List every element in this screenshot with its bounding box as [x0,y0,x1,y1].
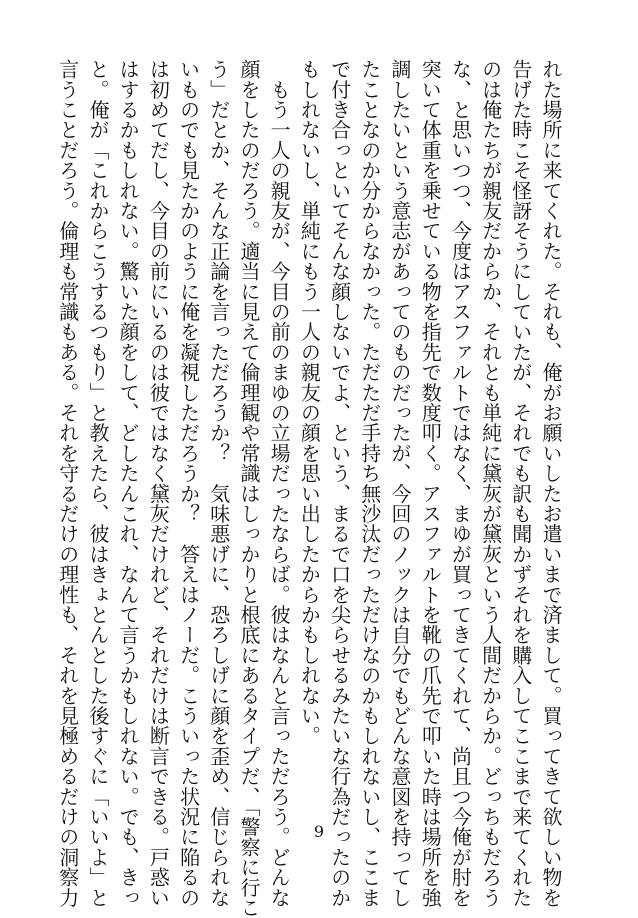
text-column: 言うことだろう。倫理も常識もある。それを守るだけの理性も、それを見極めるだけの洞察力 [55,59,80,908]
text-column: 調したいという意志があってのものだったが、今回のノックは自分でもどんな意図を持ってし [387,59,412,908]
text-column: う」だとか、そんな正論を言っただろうか？ 気味悪げに、恐ろしげに顔を歪め、信じられな [206,59,231,908]
text-column: 顔をしたのだろう。適当に見えて倫理観や常識はしっかりと根底にあるタイプだ、「警察に行こ [236,59,261,918]
text-column: で付き合っといてそんな顔しないでよ、という、まるで口を尖らせるみたいな行為だったのか [327,59,352,908]
text-column: のは俺たちが親友だからか、それとも単純に黛灰が黛灰という人間だからか。どっちもだろう [478,59,503,908]
text-column: たことなのか分からなかった。ただただ手持ち無沙汰だっただけなのかもしれないし、ここま [357,59,382,908]
text-column: れた場所に来てくれた。それも、俺がお願いしたお遣いまで済まして。買ってきて欲しい物を [539,59,563,908]
text-column: 突いて体重を乗せている物を指先で数度叩く。アスファルトを靴の爪先で叩いた時は場所を強 [418,59,443,908]
text-column: もう一人の親友が、今目の前のまゆの立場だったならば。彼はなんと言っただろう。どんな [267,59,292,908]
text-column: もしれないし、単純にもう一人の親友の顔を思い出したからかもしれない。 [297,59,322,746]
text-column: は初めてだし、今目の前にいるのは彼ではなく黛灰だけれど、それだけは断言できる。戸惑い [146,59,171,908]
text-column: と。俺が「これからこうするつもり」と教えたら、彼はきょとんとした後すぐに「いいよ」と [85,59,110,908]
page-number: 9 [313,822,325,841]
text-column: な、と思いつつ、今度はアスファルトではなく、まゆが買ってきてくれて、尚且つ今俺が肘を [448,59,473,908]
text-column: はするかもしれない。驚いた顔をして、どしたんこれ、なんて言うかもしれない。でも、きっ [116,59,141,908]
text-column: 告げた時こそ怪訝そうにしていたが、それでも訳も聞かずそれを購入してここまで来てくれた [508,59,533,908]
vertical-text-body [55,59,566,918]
text-column: いものでも見たかのように俺を凝視しただろうか？ 答えはノーだ。こういった状況に陥るの [176,59,201,908]
